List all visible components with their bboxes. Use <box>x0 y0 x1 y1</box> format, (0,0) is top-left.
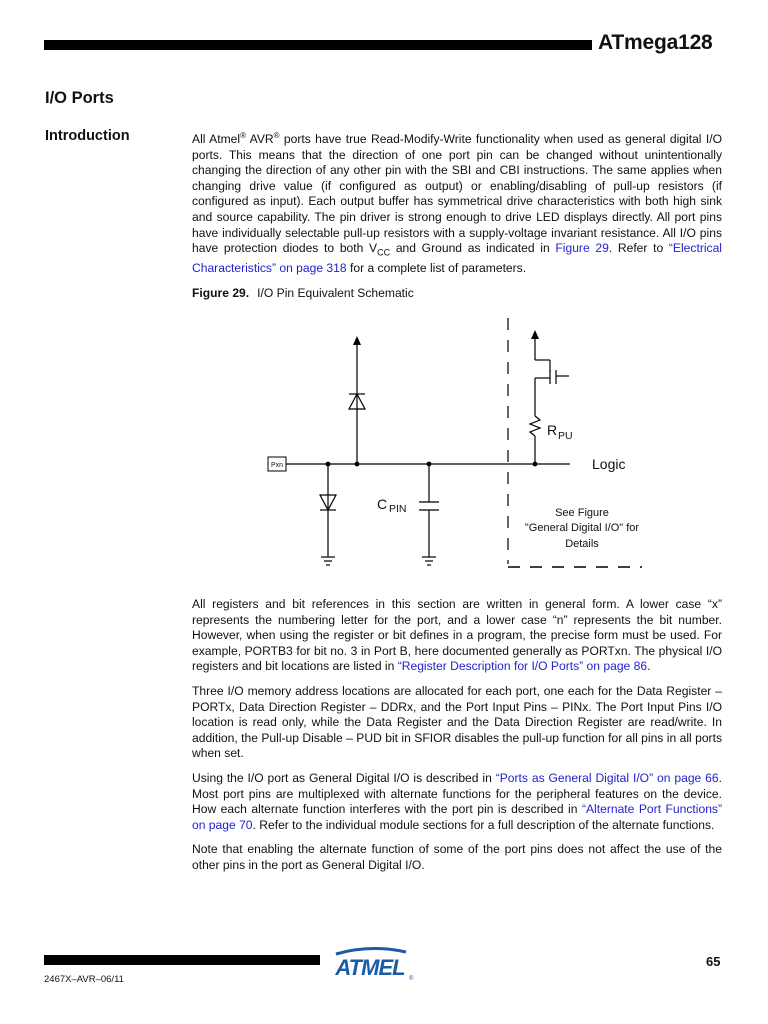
figure-caption <box>192 286 414 300</box>
section-title: I/O Ports <box>45 89 114 107</box>
rpu-subscript: PU <box>558 430 573 442</box>
general-digital-io-link[interactable]: “Ports as General Digital I/O” on page 66 <box>495 770 719 785</box>
rpu-label: R <box>547 422 558 438</box>
see-figure-line-1: See Figure <box>555 507 609 519</box>
body-paragraphs <box>192 597 722 883</box>
logic-label: Logic <box>592 456 626 472</box>
atmel-logo <box>330 946 414 982</box>
paragraph-alternate-function-note: Note that enabling the alternate function of some of the port pins does not affect the use of the other pins in the port as General Digital I/O. <box>192 842 722 872</box>
paragraph-registers: All registers and bit references in this section are written in general form. A lower case “x” represents the numbering letter for the port, and a lower case “n” represents the bit number. However, when using the register or bit defines in a program, the precise form must be used. For example, PORTB3 for bit no. 3 in Port B, here documented generally as PORTxn. The physical I/O registers and bit locations are listed in “Register Description for I/O Ports” on page 86. <box>192 597 722 674</box>
logo-registered-mark: ® <box>409 976 414 982</box>
figure-29-link[interactable]: Figure 29 <box>555 241 609 256</box>
alternate-port-functions-link[interactable]: “Alternate Port Functions” on page 70 <box>192 802 722 832</box>
register-description-link[interactable]: “Register Description for I/O Ports” on page 86 <box>397 659 648 674</box>
figure-title: I/O Pin Equivalent Schematic <box>257 286 414 300</box>
side-heading-introduction: Introduction <box>45 128 130 144</box>
electrical-characteristics-link[interactable]: “Electrical Characteristics” on page 318 <box>192 241 722 276</box>
footer-rule <box>44 955 320 965</box>
io-pin-schematic <box>262 312 652 574</box>
paragraph-general-digital-io: Using the I/O port as General Digital I/O is described in “Ports as General Digital I/O” on page 66. Most port pins are multiplexed with alternate functions for the peripheral features on the device. How each alternate function interferes with the port pin is described in “Alternate Port Functions” on page 70. Refer to the individual module sections for a full description of the alternate functions. <box>192 770 722 832</box>
page-number: 65 <box>706 954 721 969</box>
header-rule <box>44 40 592 50</box>
document-code: 2467X–AVR–06/11 <box>44 974 124 985</box>
pin-label: Pxn <box>271 462 284 469</box>
intro-paragraph: All Atmel® AVR® ports have true Read-Modify-Write functionality when used as general digital I/O ports. This means that the direction of one port pin can be changed without unintentionally changing the direction of any other pin with the SBI and CBI instructions. The same applies when changing drive value (if configured as output) or enabling/disabling of pull-up resistors (if configured as input). Each output buffer has symmetrical drive characteristics with both high sink and source capability. The pin driver is strong enough to drive LED displays directly. All port pins have individually selectable pull-up resistors with a supply-voltage invariant resistance. All I/O pins have protection diodes to both $V_{CC}$ and Ground as indicated in Figure 29. Refer to “Electrical Characteristics” on page 318 for a complete list of parameters. <box>192 131 722 276</box>
logo-wordmark: ATMEL <box>335 955 405 980</box>
figure-number: Figure 29. <box>192 286 250 300</box>
see-figure-line-2: "General Digital I/O" for <box>524 522 640 534</box>
cpin-subscript: PIN <box>389 503 407 515</box>
product-title: ATmega128 <box>598 31 713 54</box>
cpin-label: C <box>377 496 388 512</box>
see-figure-line-3: Details <box>565 538 599 550</box>
paragraph-address-locations: Three I/O memory address locations are allocated for each port, one each for the Data Register – PORTx, Data Direction Register – DDRx, and the Port Input Pins – PINx. The Port Input Pins I/O location is read only, while the Data Register and the Data Direction Register are read/write. In addition, the Pull-up Disable – PUD bit in SFIOR disables the pull-up function for all pins in all ports when set. <box>192 683 722 761</box>
